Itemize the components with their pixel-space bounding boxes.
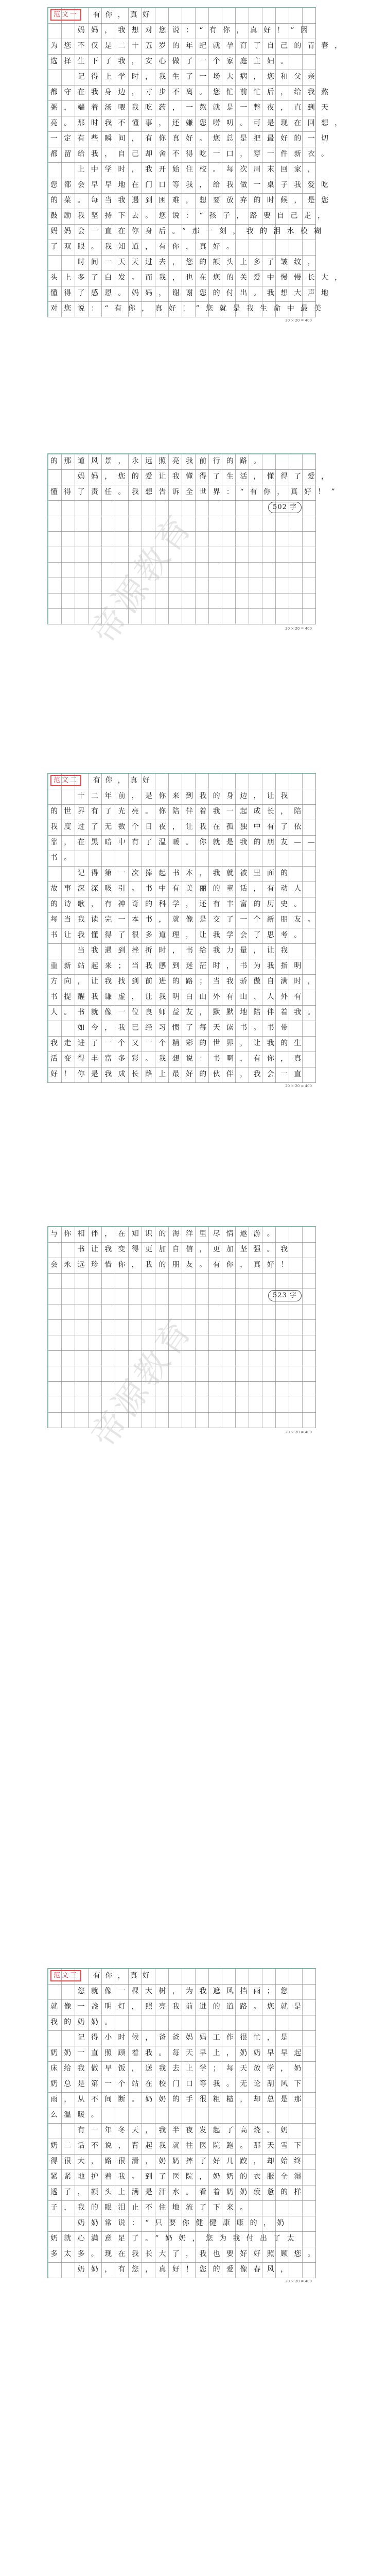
essay-line: 每当我读完一本书，就像是交了一个新朋友。 [50,916,321,924]
essay-line: 方向，让我找到前进的路；当我骄傲自满时， [50,977,321,986]
sheet-4 [47,1226,315,1443]
essay-line: 么温暖。 [50,2111,105,2119]
essay-line: 书让我变得更加自信，更加坚强。我 [50,1245,294,1253]
essay-line: 奶奶一直照顾着我。每天早上，奶奶早早起 [50,2049,308,2057]
essay-line: 的世界有了光亮。你陪伴着我一起成长，陪 [50,807,308,816]
essay-line: 书。 [50,854,78,862]
essay-line: 子，我的眼泪止不住地流了下来。 [50,2204,254,2212]
essay-line: 头上多了白发。而我，也在您的关爱中慢慢长大， [50,274,348,282]
essay-line: 都守在我身边，寸步不离。您忙前忙后，给我熬 [50,88,335,96]
essay-1-title: 有你，真好 [93,11,155,19]
essay-line [47,1273,315,1288]
essay-line: 如今，我已经习惯了每天读书。书带 [50,1024,294,1032]
sheet-3 [47,773,321,1090]
essay-line: 书让我懂得了很多道理，让我学会了思考。 [50,931,308,939]
essay-line: 多太多。现在我长大了，我也要好好照顾您。 [50,2250,321,2258]
essay-line: 您就像一棵大树，为我遮风挡雨；您 [50,1987,294,1995]
essay-line: 故事深深吸引。书中有美丽的童话，有动人 [50,885,308,893]
essay-2-badge: 范文二 [50,775,81,786]
essay-2-header [47,773,315,788]
essay-line: 记得小时候，爸爸妈妈工作很忙，是 [50,2033,294,2042]
essay-line: 亮。那时我不懂事，还嫌您唠叨。可是现在回想， [50,119,348,127]
essay-2-title: 有你，真好 [93,776,155,785]
essay-line: 靠，在黑暗中有了温暖。你就是我的朋友—— [50,838,321,846]
essay-line: 书提醒我谦虚，让我明白山外有山、人外有 [50,993,308,1001]
essay-line: 选择生下了我，安心做了一个家庭主妇。 [50,57,294,65]
essay-2-body [47,773,321,1082]
sheet-1 [47,7,348,325]
essay-2-tail [47,1226,315,1303]
essay-line: 都留给我，自己却舍不得吃一口，穿一件新衣。 [50,150,335,158]
essay-line: 床给我做早饭，送我去上学；每天放学，奶 [50,2064,308,2073]
essay-1-header [47,7,315,23]
essay-line: 奶奶，有您，真好！您的爱像春风， [50,2265,294,2274]
essay-line: 妈妈，我想对您说：“有你，真好！”因 [50,26,314,35]
essay-line: 与你相伴，在知识的海洋里尽情遨游。 [50,1230,281,1238]
watermark: 帝源教育 [83,506,201,651]
essay-line: 对您说：“有你，真好！”您就是我生命中最美 [50,304,328,313]
essay-line: 时间一天天过去，您的额头上多了皱纹， [50,258,321,266]
essay-1-tail [47,453,341,515]
essay-line: 人。书就像一位良师益友，默默地陪伴着我。 [50,1008,321,1016]
essay-line: 当我遇到挫折时，书给我力量，让我 [50,946,294,955]
essay-line: 会永远珍惜你，我的朋友。有你，真好！ [50,1261,294,1269]
essay-line: 我度过了无数个日夜，让我在孤独中有了依 [50,823,308,831]
essay-line: 一定有些瞬间，有你真好。您总是把最好的一切 [50,134,335,143]
page-footer: 20 × 20 = 400 [285,1084,312,1088]
page-footer: 20 × 20 = 400 [285,318,312,323]
essay-line: 妈妈会一直在你身后。”那一刻，我的泪水模糊 [50,227,328,235]
essay-line: 我的奶奶。 [50,2018,118,2026]
essay-line [47,1288,315,1303]
essay-line: 奶二话不说，背起我就往医院跑。那天雪下 [50,2142,308,2150]
essay-line: 得很大，路很滑，奶奶摔了好几跤，却始终 [50,2157,308,2165]
essay-line: 我走进了一个又一个精彩的世界，让我的生 [50,1039,308,1047]
essay-1-badge: 范文一 [50,9,81,21]
essay-line: 了双眼。我知道，有你，真好。 [50,243,240,251]
page-footer: 20 × 20 = 400 [285,1430,312,1434]
essay-line: 重新站起来；当我感到迷茫时，书为我指明 [50,962,308,970]
word-count: 502 字 [268,502,302,513]
essay-line: 懂得了感恩。妈妈，谢谢您的付出。我想大声地 [50,289,335,297]
essay-3-header [47,1968,315,1984]
essay-1-body [47,7,348,316]
essay-line: 雨，从不间断。奶奶的手很粗糙，却总是那 [50,2095,308,2104]
essay-line: 紧紧地护着我。到了医院，奶奶的衣服全湿 [50,2173,308,2181]
essay-line: 记得第一次捧起书本，我就被里面的 [50,869,294,877]
essay-line: 记得上学时，我生了一场大病，您和父亲 [50,73,321,81]
essay-line: 妈妈，您的爱让我懂得了生活，懂得了爱， [50,472,335,481]
page-footer: 20 × 20 = 400 [285,2279,312,2283]
essay-line: 懂得了责任。我想告诉全世界：“有你，真好！” [50,488,341,496]
essay-line: 奶奶常说：“只要你健健康康的，奶 [50,2219,291,2227]
essay-3-body [47,1968,321,2277]
sheet-5 [47,1968,321,2285]
essay-line: 的那道风景，永远照亮我前行的路。 [50,457,267,465]
page-footer: 20 × 20 = 400 [285,626,312,631]
essay-line: 您都会早早地在门口等我，给我做一桌子我爱吃 [50,181,335,189]
essay-3-title: 有你，真好 [93,1972,155,1980]
essay-line: 奶就心满意足了。”奶奶，您为我付出了太 [50,2234,301,2243]
essay-line: 好！你是我成长路上最好的伙伴，我会一直 [50,1070,308,1078]
essay-line: 活变得丰富多彩。我想说：书啊，有你，真 [50,1055,308,1063]
word-count: 523 字 [268,1290,302,1301]
essay-line: 的菜。每当我遇到困难，想要放弃的时候，是您 [50,196,335,205]
essay-line: 上中学时，我开始住校。每次周末回家， [50,165,321,174]
essay-line: 鼓励我坚持下去。您说：“孩子，路要自己走， [50,212,331,220]
essay-line: 透了，额头上满是汗水。看着奶奶疲惫的样 [50,2188,308,2196]
essay-3-badge: 范文三 [50,1970,81,1981]
essay-line: 就像一盏明灯，照亮我前进的道路。您就是 [50,2003,308,2011]
watermark: 帝源教育 [83,1310,201,1454]
essay-line: 有一年冬天，我半夜发起了高烧。奶 [50,2126,294,2134]
essay-line: 十二年前，是你来到我的身边，让我 [50,792,294,800]
essay-line: 为您不仅是二十五岁的年纪就孕育了自己的青春， [50,42,348,50]
sheet-2 [47,453,341,639]
essay-line [47,500,315,515]
essay-line: 奶总是第一个站在校门口等我。无论刮风下 [50,2080,308,2088]
essay-line: 粥，端着汤喂我吃药，一熬就是一整夜，直到天 [50,104,335,112]
essay-line: 的诗歌，有神奇的科学，还有丰富的历史。 [50,900,308,908]
